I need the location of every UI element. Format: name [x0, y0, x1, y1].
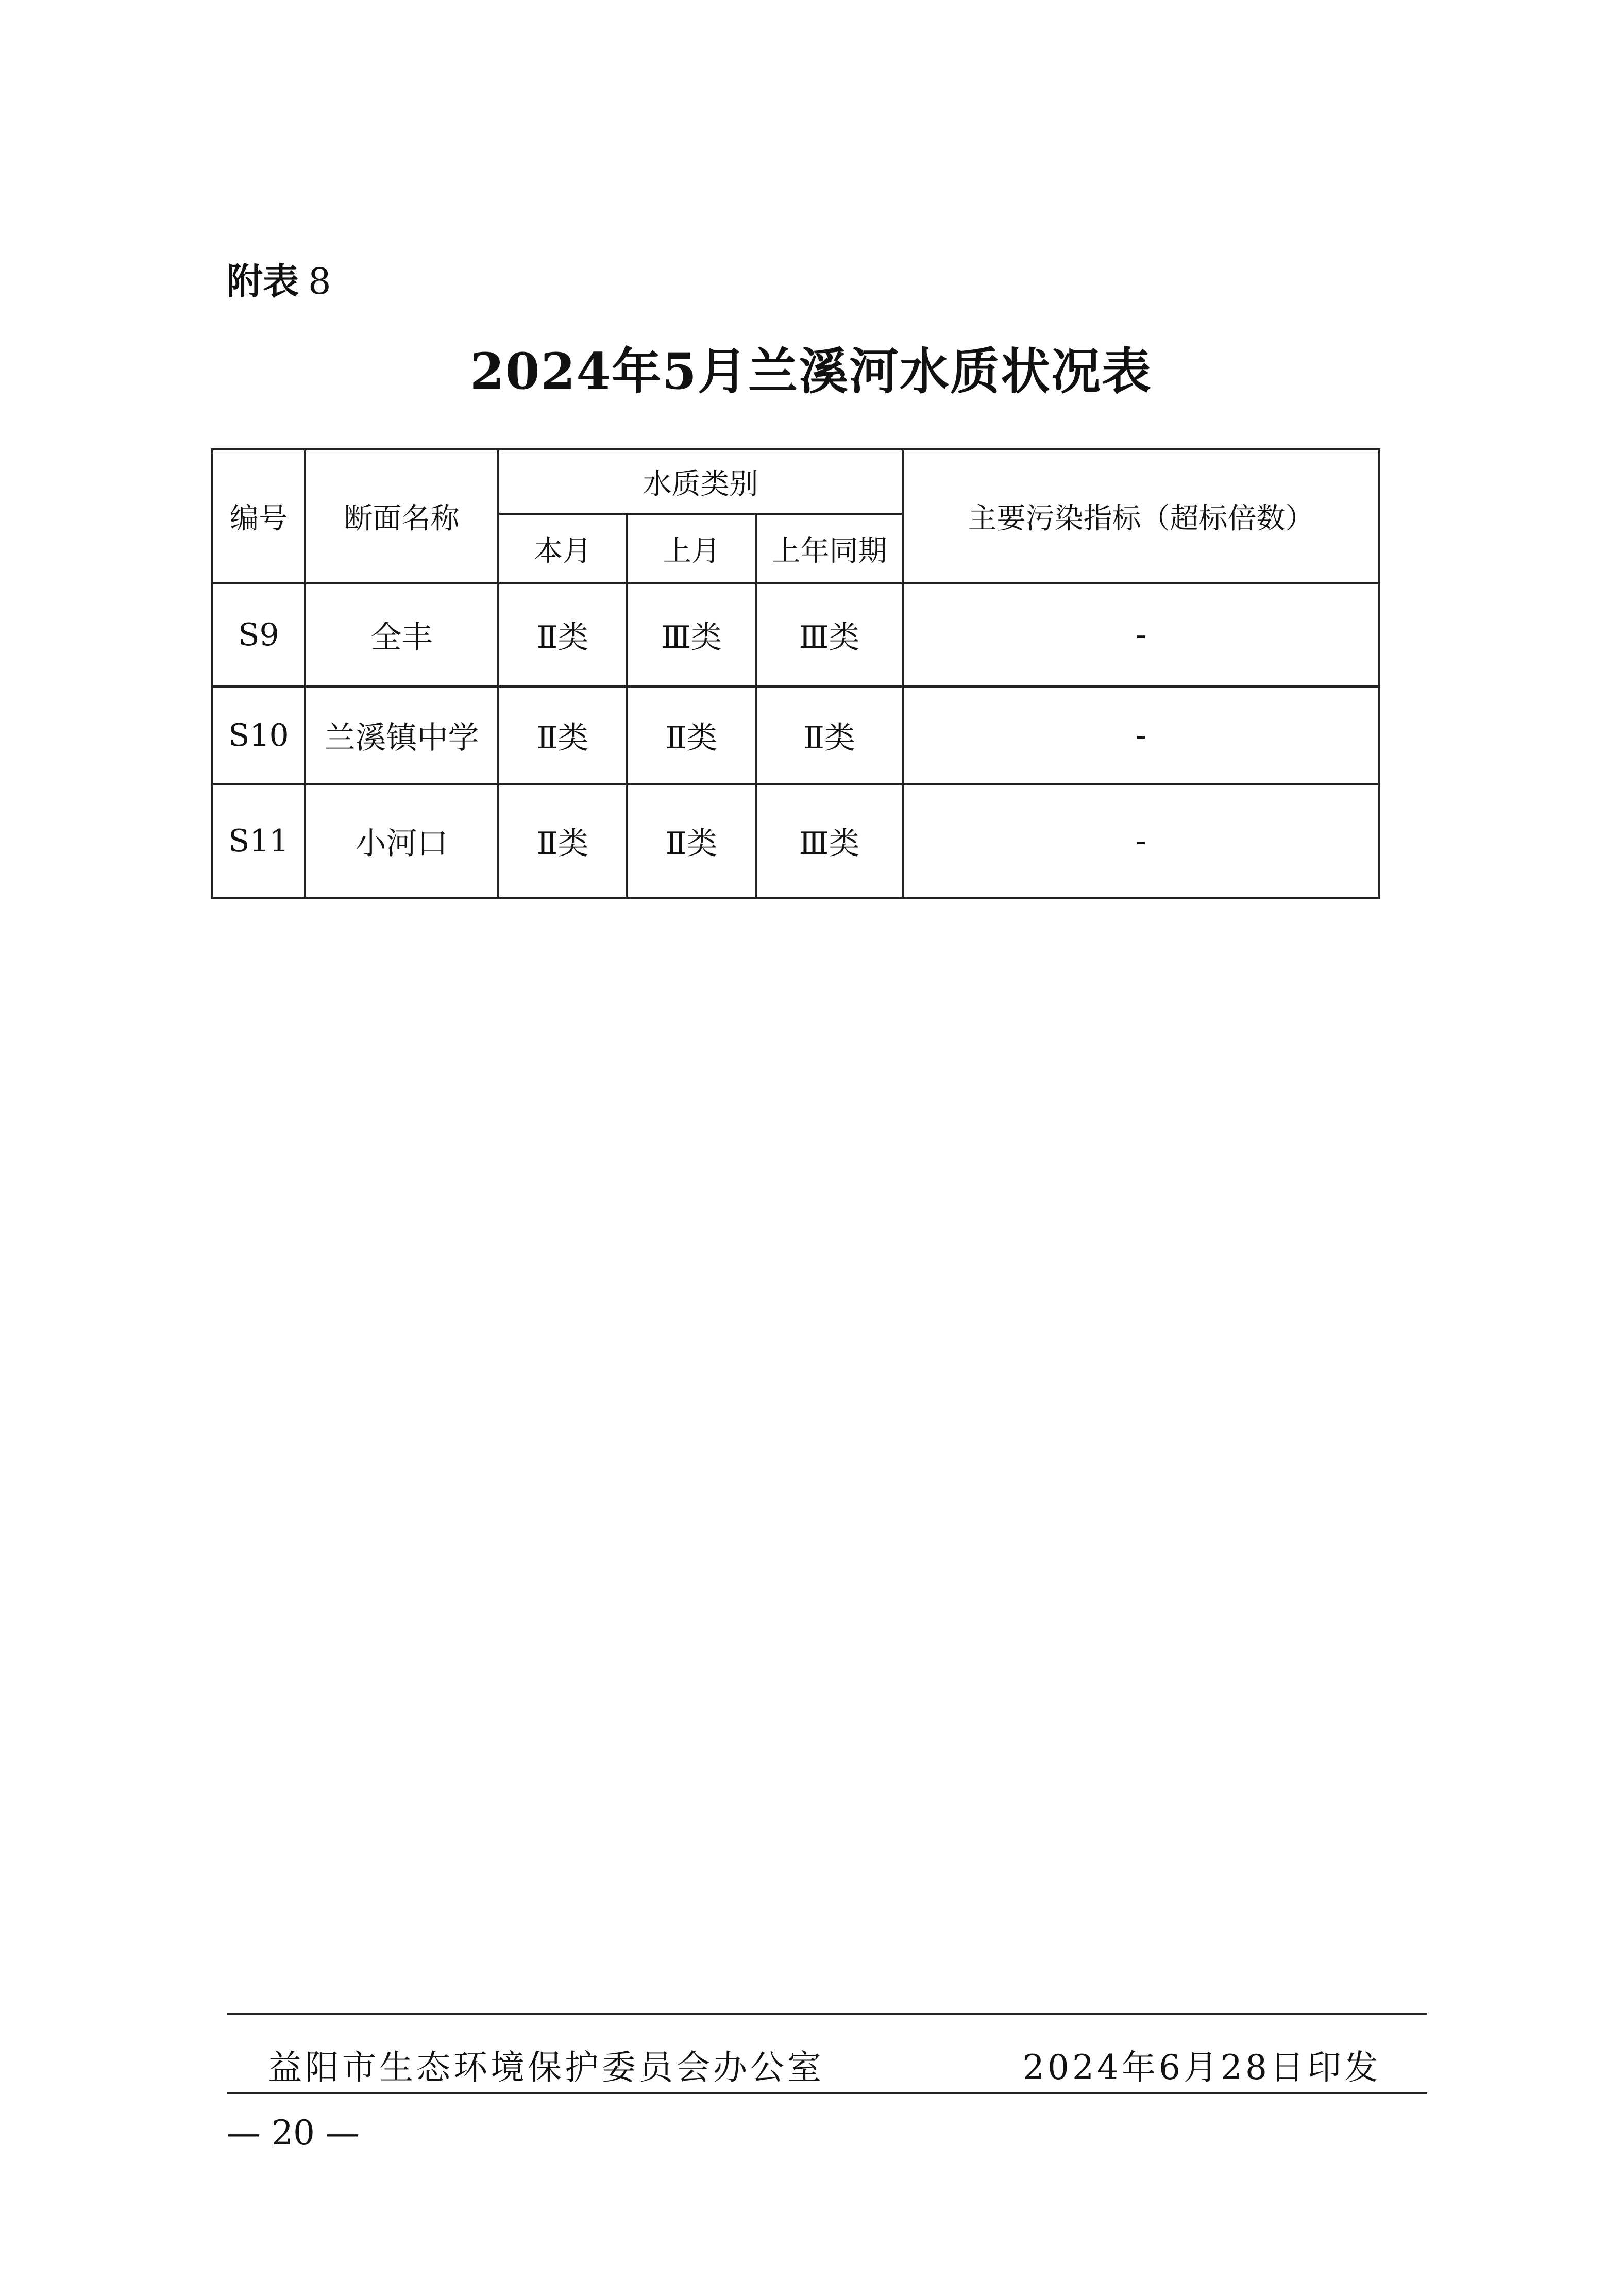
- header-section-name: 断面名称: [305, 449, 498, 583]
- row-last-month: Ⅱ类: [627, 784, 756, 898]
- row-section-name: 兰溪镇中学: [305, 686, 498, 784]
- row-this-month: Ⅱ类: [498, 583, 627, 686]
- footer-issue-date: 2024年6月28日印发: [1023, 2048, 1381, 2087]
- header-water-quality-class: 水质类别: [498, 449, 903, 514]
- row-last-month: Ⅱ类: [627, 686, 756, 784]
- row-pollutants: -: [903, 686, 1379, 784]
- row-pollutants: -: [903, 784, 1379, 898]
- table-row: [212, 686, 1379, 784]
- row-last-year: Ⅲ类: [756, 583, 903, 686]
- appendix-label: [227, 253, 331, 305]
- appendix-label-text: 附表: [227, 260, 299, 303]
- row-last-month: Ⅲ类: [627, 583, 756, 686]
- table-header-row: [212, 449, 1379, 514]
- row-this-month: Ⅱ类: [498, 784, 627, 898]
- row-last-year: Ⅲ类: [756, 784, 903, 898]
- row-id: S10: [212, 686, 305, 784]
- appendix-number: 8: [308, 260, 331, 303]
- footer-top-rule: [227, 2013, 1427, 2015]
- header-id: 编号: [212, 449, 305, 583]
- header-this-month: 本月: [498, 514, 627, 583]
- footer-issuer: 益阳市生态环境保护委员会办公室: [268, 2048, 824, 2087]
- table-row: [212, 583, 1379, 686]
- document-title: 2024年5月兰溪河水质状况表: [470, 342, 1152, 400]
- page-number: — 20 —: [227, 2113, 360, 2153]
- header-last-month: 上月: [627, 514, 756, 583]
- row-id: S9: [212, 583, 305, 686]
- water-quality-table: [211, 448, 1380, 899]
- header-main-pollutants: 主要污染指标（超标倍数）: [903, 449, 1379, 583]
- footer-bottom-rule: [227, 2092, 1427, 2094]
- table-row: [212, 784, 1379, 898]
- row-last-year: Ⅱ类: [756, 686, 903, 784]
- row-this-month: Ⅱ类: [498, 686, 627, 784]
- row-section-name: 小河口: [305, 784, 498, 898]
- header-same-period-last-year: 上年同期: [756, 514, 903, 583]
- row-id: S11: [212, 784, 305, 898]
- row-section-name: 全丰: [305, 583, 498, 686]
- row-pollutants: -: [903, 583, 1379, 686]
